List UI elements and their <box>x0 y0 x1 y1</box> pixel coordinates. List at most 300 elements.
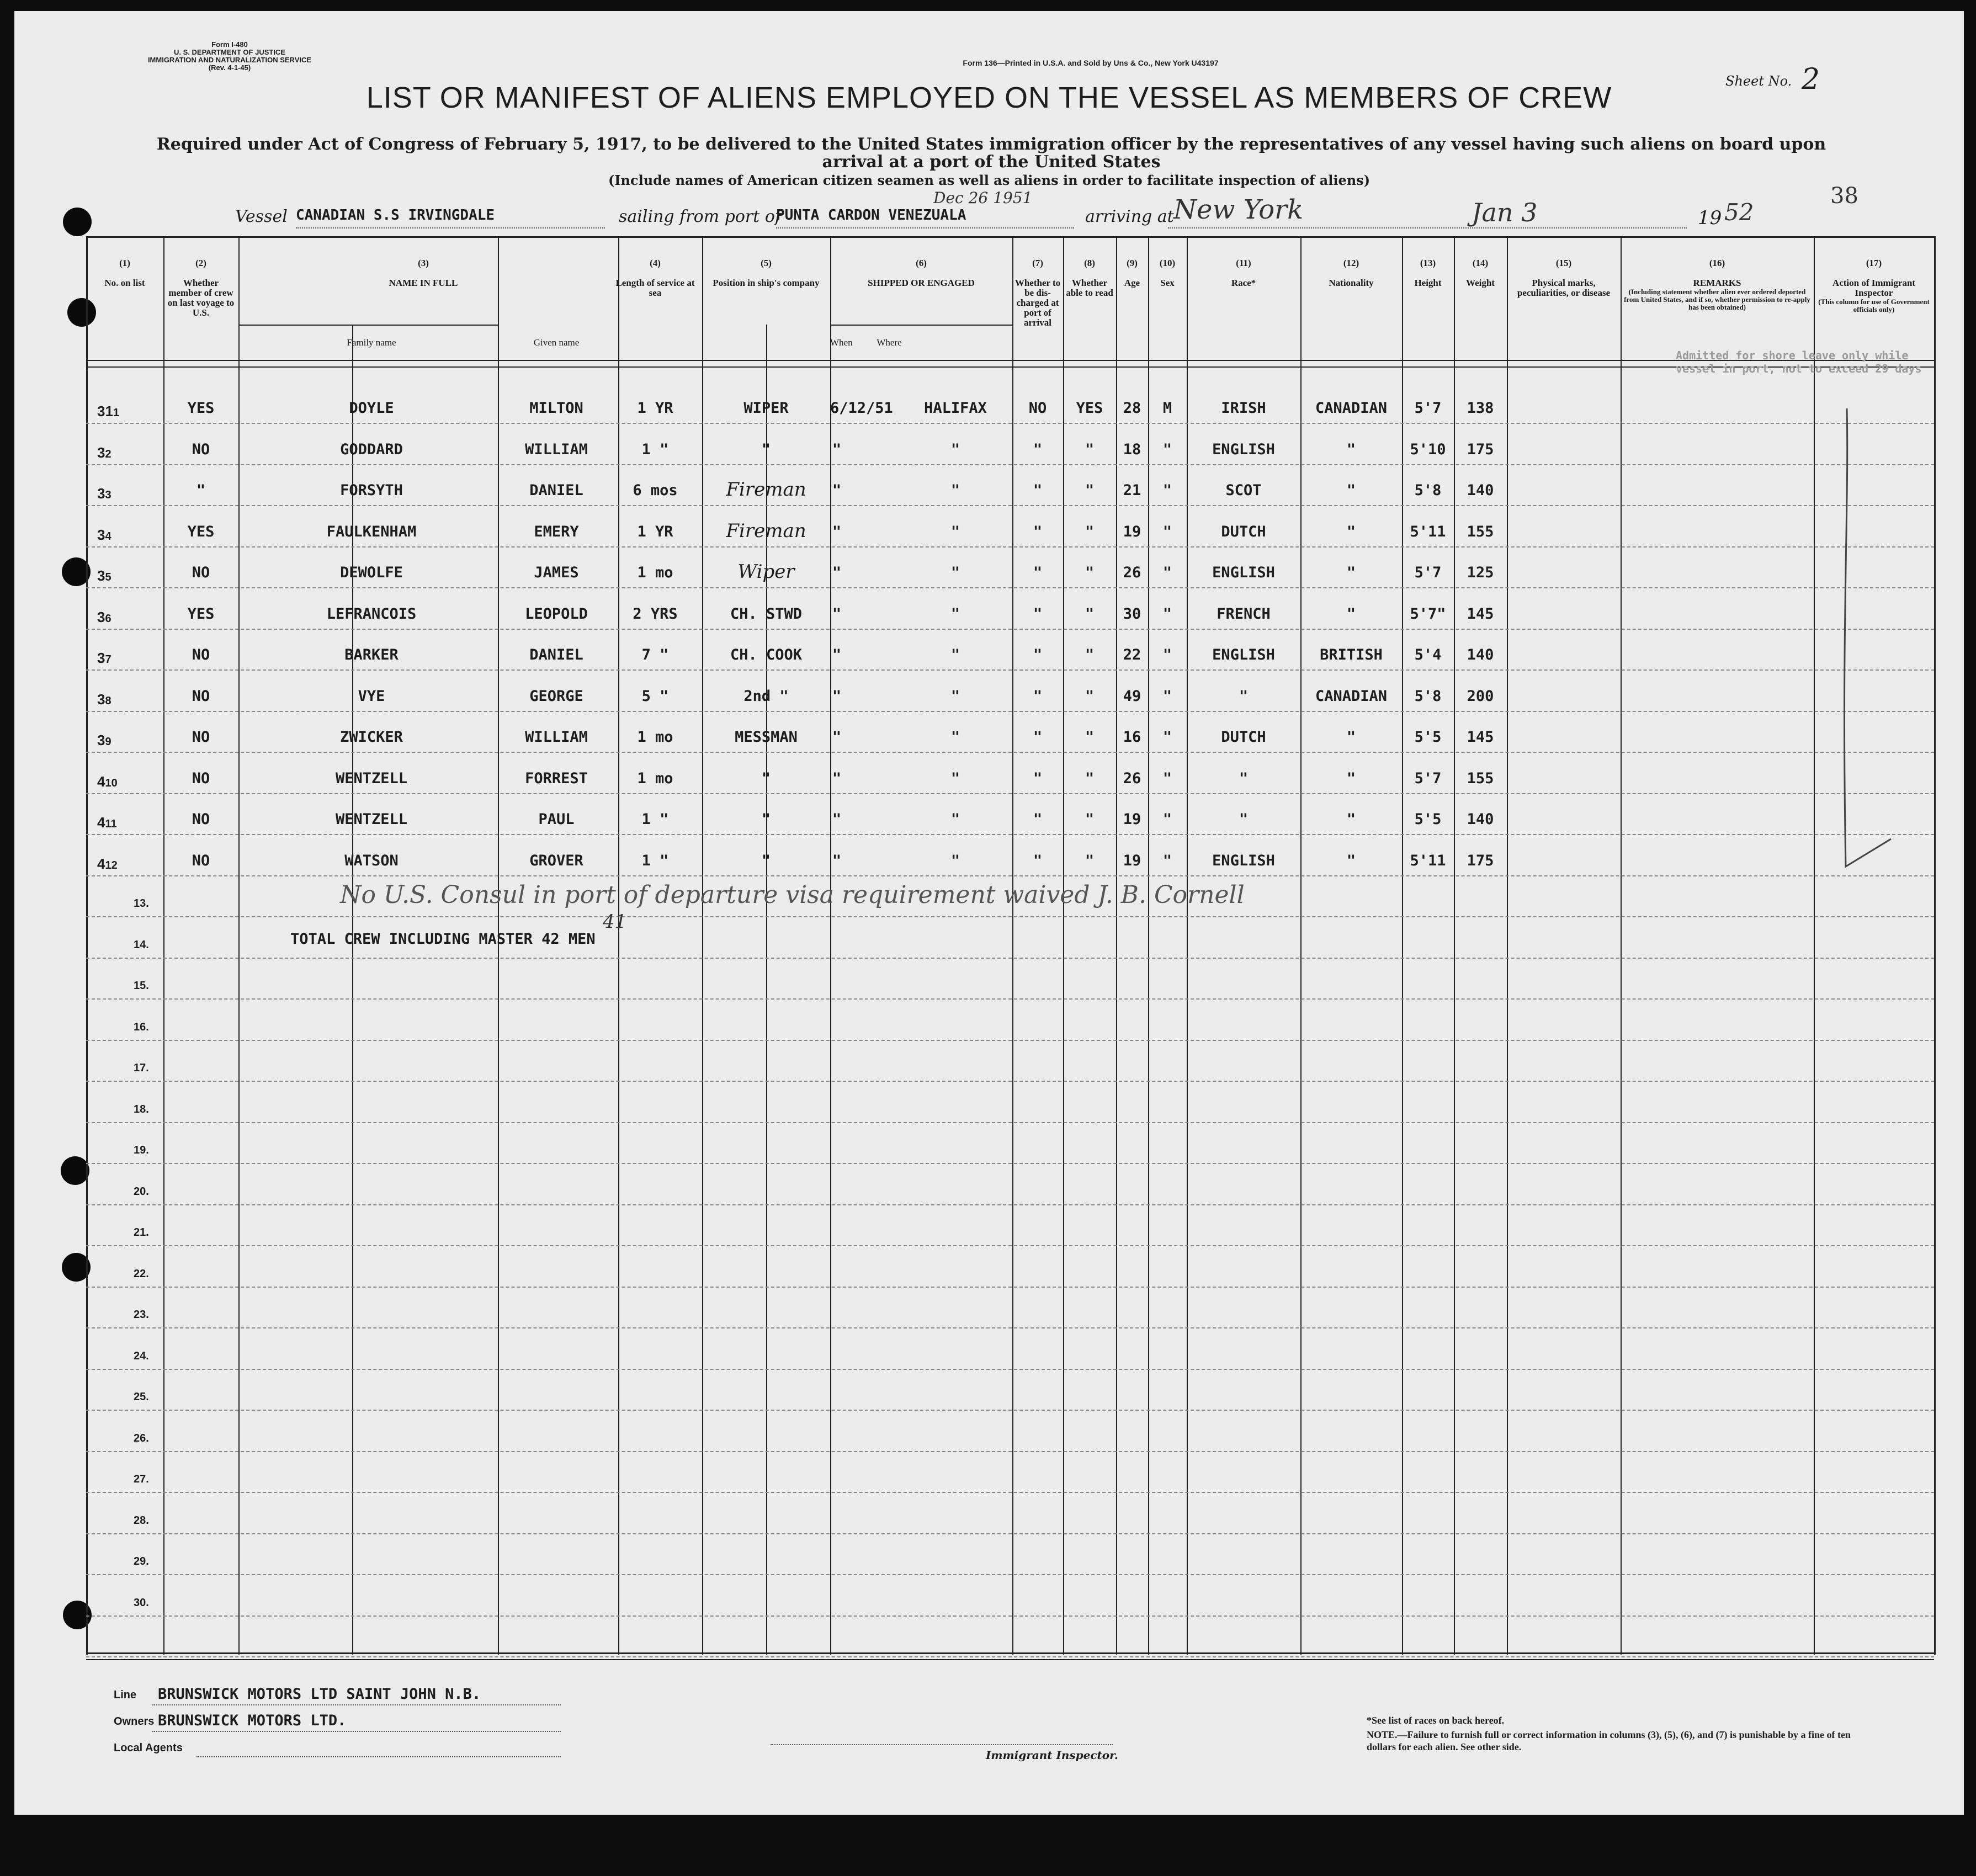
cell-height: 5'11 <box>1410 852 1446 869</box>
row-number: 16. <box>134 1021 149 1033</box>
department-block <box>103 41 357 72</box>
row-number: 28. <box>134 1514 149 1527</box>
cell-nationality: " <box>1346 482 1356 499</box>
cell-height: 5'5 <box>1414 811 1442 828</box>
row-number <box>97 527 111 544</box>
penalty-note: NOTE.—Failure to furnish full or correct information in columns (3), (5), (6), and (7) is punishable by a fine of ten dollars for each alien. See other side. <box>1367 1729 1851 1752</box>
column-label: Race* <box>1231 278 1256 288</box>
cell-sex: " <box>1162 688 1172 705</box>
cell-position: Fireman <box>726 479 806 501</box>
row-number <box>97 732 111 749</box>
line-label: Line <box>114 1689 137 1701</box>
cell-read: " <box>1085 523 1095 540</box>
row-line-number: 10 <box>105 777 118 789</box>
row-sheet-digit: 3 <box>97 485 105 502</box>
cell-nationality: " <box>1346 729 1356 746</box>
form-number: Form I-480 <box>211 40 248 49</box>
cell-weight: 155 <box>1467 770 1494 787</box>
row-number <box>97 773 118 790</box>
cell-nationality: " <box>1346 564 1356 581</box>
cell-weight: 138 <box>1467 400 1494 417</box>
cell-service: 1 mo <box>637 564 673 581</box>
column-number: (7) <box>1032 258 1043 268</box>
cell-service: 5 " <box>641 688 669 705</box>
cell-weight: 125 <box>1467 564 1494 581</box>
cell-height: 5'7 <box>1414 564 1442 581</box>
column-label: NAME IN FULL <box>389 278 458 288</box>
row-sheet-digit: 3 <box>97 567 105 584</box>
cell-when: " <box>832 646 842 663</box>
row-line-number: 7 <box>105 653 111 666</box>
cell-family: ZWICKER <box>340 729 403 746</box>
row-number <box>97 567 111 584</box>
vessel-name: CANADIAN S.S IRVINGDALE <box>296 207 495 224</box>
cell-where: " <box>950 852 960 869</box>
row-sheet-digit: 3 <box>97 650 105 666</box>
cell-given: WILLIAM <box>525 441 588 458</box>
cell-given: WILLIAM <box>525 729 588 746</box>
row-line-number: 9 <box>105 736 111 748</box>
cell-position: WIPER <box>743 400 789 417</box>
cell-discharged: " <box>1033 523 1043 540</box>
column-number: (2) <box>195 258 206 268</box>
cell-discharged: " <box>1033 646 1043 663</box>
cell-when: " <box>832 688 842 705</box>
column-header <box>1300 258 1402 288</box>
cell-discharged: " <box>1033 688 1043 705</box>
column-number: (5) <box>761 258 772 268</box>
cell-height: 5'4 <box>1414 646 1442 663</box>
column-header <box>238 258 608 288</box>
cell-given: MILTON <box>529 400 583 417</box>
column-number: (11) <box>1236 258 1251 268</box>
cell-service: 1 " <box>641 441 669 458</box>
row-line-number: 5 <box>105 571 111 583</box>
column-number: (17) <box>1866 258 1882 268</box>
cell-read: " <box>1085 770 1095 787</box>
column-header <box>1507 258 1621 298</box>
inspector-checkmark <box>1836 397 1902 883</box>
punch-hole <box>63 208 92 236</box>
vessel-label: Vessel <box>235 207 288 226</box>
cell-where: " <box>950 811 960 828</box>
row-line-number: 3 <box>105 489 111 501</box>
cell-last-voyage: NO <box>192 688 210 705</box>
cell-weight: 155 <box>1467 523 1494 540</box>
cell-discharged: " <box>1033 770 1043 787</box>
column-label: Age <box>1124 278 1140 288</box>
row-number: 18. <box>134 1103 149 1115</box>
total-crew: TOTAL CREW INCLUDING MASTER 42 MEN <box>290 931 596 948</box>
cell-given: JAMES <box>534 564 579 581</box>
subtitle-note: (Include names of American citizen seamen as well as aliens in order to facilitate inspection of aliens) <box>608 172 1371 188</box>
cell-race: ENGLISH <box>1212 646 1275 663</box>
column-label: SHIPPED OR ENGAGED <box>868 278 975 288</box>
cell-read: " <box>1085 441 1095 458</box>
cell-race: ENGLISH <box>1212 564 1275 581</box>
cell-when: " <box>832 852 842 869</box>
consul-note: No U.S. Consul in port of departure visa requirement waived J. B. Cornell <box>340 881 1245 909</box>
column-sublabel: Where <box>877 337 902 348</box>
row-number: 21. <box>134 1226 149 1239</box>
cell-read: " <box>1085 729 1095 746</box>
cell-age: 26 <box>1123 770 1141 787</box>
cell-age: 19 <box>1123 523 1141 540</box>
row-number <box>97 485 111 502</box>
cell-position: Wiper <box>737 561 795 583</box>
cell-family: DEWOLFE <box>340 564 403 581</box>
column-header <box>86 258 163 288</box>
cell-where: " <box>950 729 960 746</box>
arrival-port: New York <box>1173 194 1304 225</box>
cell-discharged: " <box>1033 811 1043 828</box>
cell-where: " <box>950 646 960 663</box>
column-number: (12) <box>1343 258 1359 268</box>
cell-position: " <box>761 770 771 787</box>
row-sheet-digit: 4 <box>97 773 105 790</box>
cell-service: 1 YR <box>637 400 673 417</box>
cell-discharged: " <box>1033 729 1043 746</box>
row-number: 26. <box>134 1432 149 1444</box>
cell-race: DUTCH <box>1221 523 1266 540</box>
cell-last-voyage: NO <box>192 770 210 787</box>
column-number: (1) <box>119 258 130 268</box>
row-number: 23. <box>134 1309 149 1321</box>
cell-sex: " <box>1162 646 1172 663</box>
cell-discharged: " <box>1033 852 1043 869</box>
cell-given: EMERY <box>534 523 579 540</box>
inspector-label: Immigrant Inspector. <box>986 1749 1118 1762</box>
cell-race: FRENCH <box>1217 605 1271 623</box>
column-label: Whether member of crew on last voyage to U.S. <box>167 278 235 318</box>
cell-discharged: " <box>1033 482 1043 499</box>
cell-position: " <box>761 852 771 869</box>
row-number: 17. <box>134 1062 149 1074</box>
column-header <box>608 258 702 298</box>
column-header <box>1187 258 1300 288</box>
cell-race: SCOT <box>1225 482 1262 499</box>
cell-age: 18 <box>1123 441 1141 458</box>
row-number: 15. <box>134 980 149 992</box>
cell-nationality: " <box>1346 523 1356 540</box>
cell-read: " <box>1085 564 1095 581</box>
cell-sex: " <box>1162 852 1172 869</box>
cell-given: PAUL <box>538 811 575 828</box>
cell-when: " <box>832 811 842 828</box>
row-sheet-digit: 3 <box>97 444 105 461</box>
cell-position: 2nd " <box>743 688 789 705</box>
cell-read: " <box>1085 482 1095 499</box>
cell-height: 5'7" <box>1410 605 1446 623</box>
cell-read: " <box>1085 811 1095 828</box>
cell-discharged: " <box>1033 441 1043 458</box>
column-header <box>1454 258 1507 288</box>
cell-weight: 175 <box>1467 441 1494 458</box>
index-number: 38 <box>1830 183 1858 209</box>
cell-family: WENTZELL <box>335 811 408 828</box>
column-header <box>1116 258 1148 288</box>
column-detail: (Including statement whether alien ever ordered deported from United States, and if so, whether permission to re-apply has been obtained) <box>1624 288 1810 311</box>
cell-nationality: " <box>1346 441 1356 458</box>
sailing-label: sailing from port of <box>619 207 781 226</box>
cell-sex: " <box>1162 564 1172 581</box>
row-number: 14. <box>134 939 149 951</box>
column-number: (8) <box>1084 258 1095 268</box>
department: U. S. DEPARTMENT OF JUSTICE <box>174 48 285 56</box>
column-label: Length of service at sea <box>615 278 695 298</box>
cell-given: DANIEL <box>529 482 583 499</box>
cell-age: 21 <box>1123 482 1141 499</box>
row-number <box>97 814 117 831</box>
cell-race: IRISH <box>1221 400 1266 417</box>
cell-where: " <box>950 770 960 787</box>
cell-height: 5'7 <box>1414 770 1442 787</box>
cell-discharged: " <box>1033 605 1043 623</box>
cell-service: 7 " <box>641 646 669 663</box>
cell-where: HALIFAX <box>924 400 987 417</box>
row-sheet-digit: 4 <box>97 814 105 831</box>
column-number: (6) <box>916 258 927 268</box>
row-number <box>97 609 111 626</box>
cell-sex: " <box>1162 482 1172 499</box>
cell-family: WENTZELL <box>335 770 408 787</box>
cell-sex: M <box>1162 400 1172 417</box>
cell-weight: 140 <box>1467 646 1494 663</box>
cell-last-voyage: YES <box>187 400 215 417</box>
service: IMMIGRATION AND NATURALIZATION SERVICE <box>147 56 312 64</box>
column-header <box>1012 258 1063 328</box>
column-sublabel: When <box>830 337 853 348</box>
cell-position: MESSMAN <box>735 729 798 746</box>
column-sublabel: Family name <box>347 337 396 348</box>
line-value: BRUNSWICK MOTORS LTD SAINT JOHN N.B. <box>158 1686 481 1703</box>
cell-family: VYE <box>358 688 385 705</box>
cell-sex: " <box>1162 729 1172 746</box>
arrival-date: Jan 3 <box>1472 198 1538 227</box>
column-header <box>1814 258 1934 313</box>
cell-age: 26 <box>1123 564 1141 581</box>
row-number: 24. <box>134 1350 149 1362</box>
row-sheet-digit: 31 <box>97 403 113 419</box>
cell-when: " <box>832 605 842 623</box>
row-number: 13. <box>134 897 149 910</box>
cell-position: " <box>761 441 771 458</box>
cell-height: 5'11 <box>1410 523 1446 540</box>
column-label: Whether able to read <box>1066 278 1113 298</box>
column-number: (14) <box>1472 258 1489 268</box>
row-line-number: 12 <box>105 859 118 871</box>
cell-last-voyage: NO <box>192 811 210 828</box>
cell-nationality: CANADIAN <box>1315 688 1388 705</box>
cell-read: " <box>1085 688 1095 705</box>
cell-sex: " <box>1162 770 1172 787</box>
cell-last-voyage: NO <box>192 646 210 663</box>
punch-hole <box>61 1156 89 1185</box>
row-line-number: 1 <box>113 407 120 419</box>
printer-note: Form 136—Printed in U.S.A. and Sold by Uns & Co., New York U43197 <box>963 59 1219 67</box>
cell-sex: " <box>1162 441 1172 458</box>
sheet-value: 2 <box>1801 63 1820 96</box>
cell-when: " <box>832 441 842 458</box>
subtitle: Required under Act of Congress of February 5, 1917, to be delivered to the United States immigration officer by the representatives of any vessel having such aliens on board upon arrival at a port of the United States <box>156 135 1826 172</box>
cell-position: CH. COOK <box>730 646 803 663</box>
row-line-number: 2 <box>105 448 111 460</box>
cell-where: " <box>950 688 960 705</box>
row-number <box>97 444 111 461</box>
cell-height: 5'8 <box>1414 482 1442 499</box>
cell-given: GROVER <box>529 852 583 869</box>
row-number <box>97 855 118 873</box>
sheet-label: Sheet No. <box>1725 73 1792 89</box>
cell-family: WATSON <box>344 852 399 869</box>
cell-height: 5'7 <box>1414 400 1442 417</box>
column-number: (3) <box>418 258 429 268</box>
column-label: Weight <box>1466 278 1495 288</box>
cell-when: " <box>832 564 842 581</box>
column-header <box>163 258 238 318</box>
column-header <box>702 258 830 288</box>
cell-sex: " <box>1162 523 1172 540</box>
cell-when: 6/12/51 <box>830 400 893 417</box>
row-sheet-digit: 4 <box>97 855 105 872</box>
cell-age: 30 <box>1123 605 1141 623</box>
owners-label: Owners <box>114 1715 155 1728</box>
cell-age: 19 <box>1123 852 1141 869</box>
cell-when: " <box>832 729 842 746</box>
column-number: (10) <box>1159 258 1176 268</box>
cell-last-voyage: NO <box>192 564 210 581</box>
column-label: Height <box>1414 278 1442 288</box>
column-header <box>1402 258 1454 288</box>
cell-last-voyage: NO <box>192 852 210 869</box>
cell-last-voyage: NO <box>192 441 210 458</box>
cell-weight: 140 <box>1467 811 1494 828</box>
row-number: 29. <box>134 1555 149 1567</box>
cell-nationality: CANADIAN <box>1315 400 1388 417</box>
cell-race: ENGLISH <box>1212 441 1275 458</box>
cell-weight: 175 <box>1467 852 1494 869</box>
cell-service: 1 " <box>641 852 669 869</box>
cell-where: " <box>950 441 960 458</box>
cell-family: DOYLE <box>349 400 394 417</box>
cell-when: " <box>832 482 842 499</box>
column-number: (15) <box>1555 258 1572 268</box>
cell-read: YES <box>1076 400 1103 417</box>
year-prefix: 19 <box>1698 207 1722 229</box>
arriving-label: arriving at <box>1085 207 1174 226</box>
cell-where: " <box>950 605 960 623</box>
row-number <box>97 403 119 420</box>
cell-read: " <box>1085 605 1095 623</box>
cell-weight: 145 <box>1467 605 1494 623</box>
column-sublabel: Given name <box>533 337 580 348</box>
cell-where: " <box>950 564 960 581</box>
cell-age: 22 <box>1123 646 1141 663</box>
cell-last-voyage: YES <box>187 605 215 623</box>
cell-when: " <box>832 770 842 787</box>
cell-height: 5'5 <box>1414 729 1442 746</box>
cell-discharged: NO <box>1028 400 1047 417</box>
cell-race: " <box>1239 811 1249 828</box>
cell-height: 5'10 <box>1410 441 1446 458</box>
revision: (Rev. 4-1-45) <box>208 63 251 72</box>
row-line-number: 6 <box>105 613 111 625</box>
cell-nationality: " <box>1346 811 1356 828</box>
row-line-number: 11 <box>105 818 117 830</box>
cell-discharged: " <box>1033 564 1043 581</box>
departure-port: PUNTA CARDON VENEZUALA <box>776 207 966 224</box>
cell-given: LEOPOLD <box>525 605 588 623</box>
cell-where: " <box>950 523 960 540</box>
cell-nationality: " <box>1346 770 1356 787</box>
row-sheet-digit: 3 <box>97 527 105 543</box>
cell-last-voyage: NO <box>192 729 210 746</box>
agents-label: Local Agents <box>114 1742 183 1754</box>
cell-nationality: BRITISH <box>1320 646 1383 663</box>
cell-position: Fireman <box>726 520 806 542</box>
cell-family: BARKER <box>344 646 399 663</box>
cell-when: " <box>832 523 842 540</box>
row-number: 20. <box>134 1186 149 1198</box>
cell-given: DANIEL <box>529 646 583 663</box>
column-number: (13) <box>1420 258 1436 268</box>
total-correction: 41 <box>603 911 627 933</box>
cell-weight: 145 <box>1467 729 1494 746</box>
row-line-number: 8 <box>105 695 111 707</box>
row-sheet-digit: 3 <box>97 732 105 748</box>
cell-where: " <box>950 482 960 499</box>
cell-height: 5'8 <box>1414 688 1442 705</box>
year-suffix: 52 <box>1724 199 1754 226</box>
column-header <box>1063 258 1116 298</box>
cell-weight: 200 <box>1467 688 1494 705</box>
cell-race: " <box>1239 688 1249 705</box>
cell-family: FAULKENHAM <box>326 523 417 540</box>
column-number: (9) <box>1127 258 1138 268</box>
row-number: 19. <box>134 1144 149 1156</box>
row-line-number: 4 <box>105 530 111 543</box>
race-note: *See list of races on back hereof. <box>1367 1715 1505 1726</box>
row-number: 22. <box>134 1268 149 1280</box>
row-number: 30. <box>134 1597 149 1609</box>
row-number <box>97 650 111 667</box>
cell-service: 2 YRS <box>633 605 678 623</box>
cell-last-voyage: " <box>196 482 206 499</box>
cell-age: 28 <box>1123 400 1141 417</box>
cell-service: 1 mo <box>637 729 673 746</box>
column-number: (4) <box>650 258 661 268</box>
cell-read: " <box>1085 852 1095 869</box>
cell-age: 19 <box>1123 811 1141 828</box>
cell-nationality: " <box>1346 852 1356 869</box>
cell-family: GODDARD <box>340 441 403 458</box>
cell-nationality: " <box>1346 605 1356 623</box>
column-label: Physical marks, peculiarities, or disease <box>1517 278 1611 298</box>
cell-service: 1 mo <box>637 770 673 787</box>
column-header <box>1621 258 1814 311</box>
cell-read: " <box>1085 646 1095 663</box>
column-label: Position in ship's company <box>713 278 820 288</box>
row-number: 25. <box>134 1391 149 1403</box>
cell-position: " <box>761 811 771 828</box>
manifest-sheet <box>14 11 1964 1815</box>
column-header <box>1148 258 1187 288</box>
cell-sex: " <box>1162 811 1172 828</box>
cell-family: FORSYTH <box>340 482 403 499</box>
cell-given: FORREST <box>525 770 588 787</box>
cell-service: 1 YR <box>637 523 673 540</box>
cell-sex: " <box>1162 605 1172 623</box>
